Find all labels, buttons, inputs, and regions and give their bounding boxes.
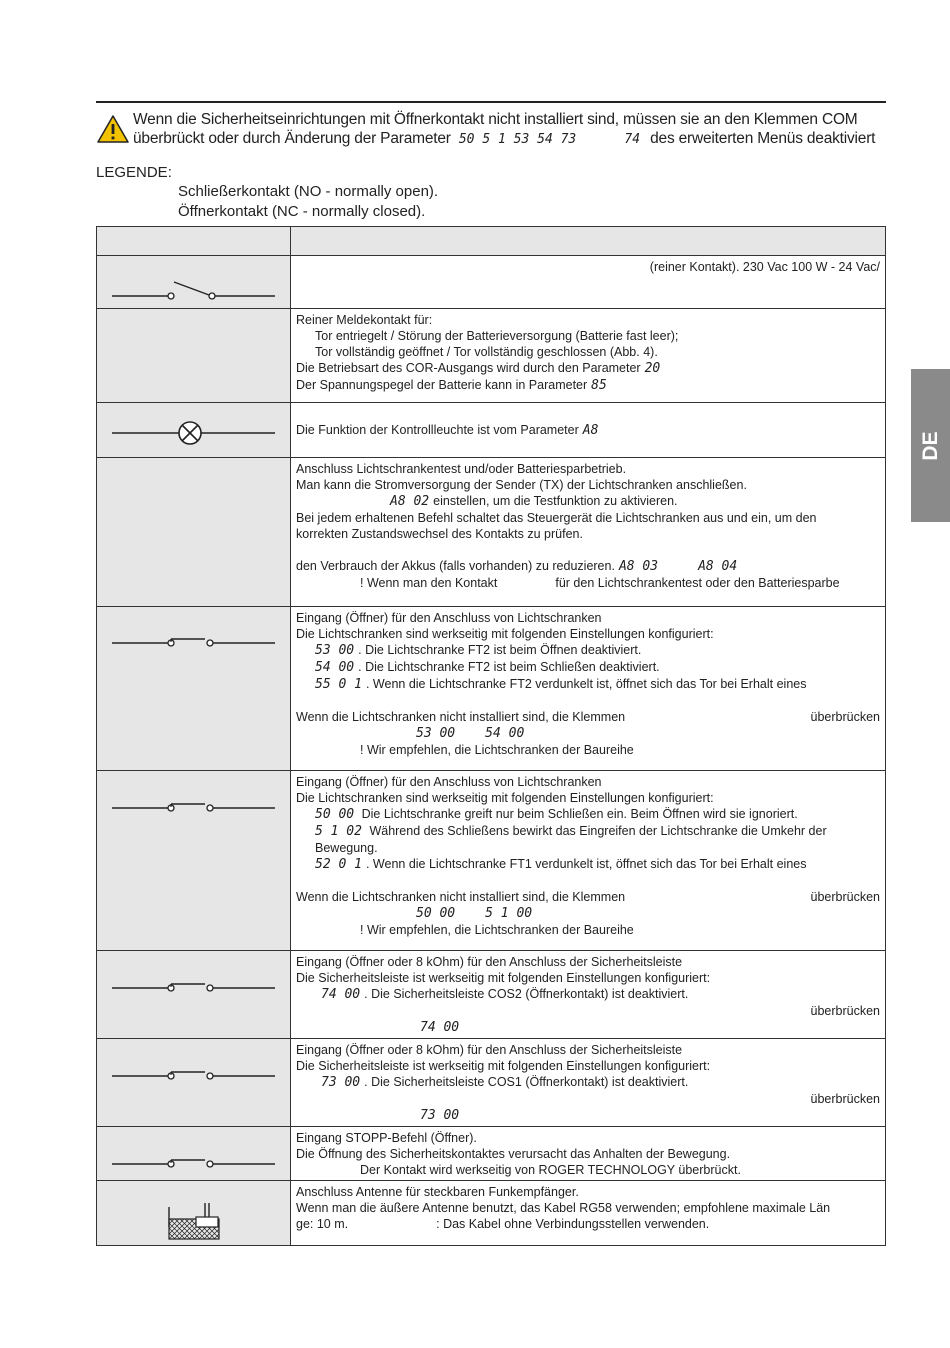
nc-contact-icon bbox=[97, 607, 290, 663]
description-line: den Verbrauch der Akkus (falls vorhanden) zu reduzieren. A8 03 A8 04 bbox=[296, 559, 738, 574]
antenna-icon bbox=[97, 1181, 290, 1246]
description-cell bbox=[291, 1127, 886, 1181]
table-row bbox=[97, 458, 886, 607]
description-line: Eingang (Öffner) für den Anschluss von Lichtschranken bbox=[296, 611, 602, 625]
nc-contact-icon bbox=[97, 771, 290, 828]
description-line: Bei jedem erhaltenen Befehl schaltet das Steuergerät die Lichtschranken aus und ein, um den bbox=[296, 511, 817, 525]
description-line bbox=[296, 542, 880, 558]
table-row bbox=[97, 1181, 886, 1246]
description-line: (reiner Kontakt). 230 Vac 100 W - 24 Vac/ bbox=[649, 260, 880, 274]
description-line: 50 00 5 1 00 bbox=[416, 906, 533, 921]
language-tab: DE bbox=[911, 369, 950, 522]
symbol-cell bbox=[97, 607, 291, 771]
description-line: Bewegung. bbox=[315, 841, 378, 855]
description-cell bbox=[291, 771, 886, 951]
description-line: ! Wir empfehlen, die Lichtschranken der Baureihe bbox=[360, 923, 634, 937]
symbol-cell bbox=[97, 1039, 291, 1127]
description-line: Man kann die Stromversorgung der Sender (TX) der Lichtschranken anschließen. bbox=[296, 478, 747, 492]
no-contact-icon bbox=[97, 256, 290, 316]
table-row bbox=[97, 309, 886, 403]
description-line: überbrücken bbox=[810, 1004, 880, 1018]
warning-text bbox=[133, 110, 887, 149]
warning-line-2: überbrückt oder durch Änderung der Parameter 50 5 1 53 54 73 74 des erweiterten Menüs deaktiviert bbox=[133, 130, 876, 147]
description-line: 73 00 . Die Sicherheitsleiste COS1 (Öffnerkontakt) ist deaktiviert. bbox=[321, 1075, 689, 1090]
nc-contact-icon bbox=[97, 1039, 290, 1096]
description-line: ge: 10 m. : Das Kabel ohne Verbindungsstellen verwenden. bbox=[296, 1217, 710, 1231]
description-line: 50 00 Die Lichtschranke greift nur beim Schließen ein. Beim Öffnen wird sie ignoriert. bbox=[315, 807, 798, 822]
header-cell-description bbox=[291, 227, 886, 256]
description-line: 5 1 02 Während des Schließens bewirkt das Eingreifen der Lichtschranke die Umkehr der bbox=[315, 824, 827, 839]
description-line: Eingang STOPP-Befehl (Öffner). bbox=[296, 1131, 477, 1145]
description-line: 74 00 . Die Sicherheitsleiste COS2 (Öffnerkontakt) ist deaktiviert. bbox=[321, 987, 689, 1002]
description-line: Die Öffnung des Sicherheitskontaktes verursacht das Anhalten der Bewegung. bbox=[296, 1147, 731, 1161]
table-row bbox=[97, 771, 886, 951]
description-line bbox=[296, 873, 880, 889]
table-row bbox=[97, 951, 886, 1039]
description-line: überbrücken bbox=[810, 1092, 880, 1106]
symbol-cell bbox=[97, 309, 291, 403]
symbol-cell bbox=[97, 771, 291, 951]
nc-contact-icon bbox=[97, 951, 290, 1008]
symbol-cell bbox=[97, 951, 291, 1039]
description-line: A8 02 einstellen, um die Testfunktion zu aktivieren. bbox=[390, 494, 678, 509]
table-row bbox=[97, 1127, 886, 1181]
description-line: Wenn die Lichtschranken nicht installiert sind, die Klemmen überbrücken bbox=[296, 890, 880, 904]
symbol-cell bbox=[97, 256, 291, 309]
warning-line-1: Wenn die Sicherheitseinrichtungen mit Öffnerkontakt nicht installiert sind, müssen sie an den Klemmen COM bbox=[133, 111, 858, 128]
description-line: korrekten Zustandswechsel des Kontakts zu prüfen. bbox=[296, 527, 583, 541]
description-line: 53 00 . Die Lichtschranke FT2 ist beim Öffnen deaktiviert. bbox=[315, 643, 642, 658]
description-cell bbox=[291, 309, 886, 403]
description-line: Die Lichtschranken sind werkseitig mit folgenden Einstellungen konfiguriert: bbox=[296, 627, 714, 641]
description-cell bbox=[291, 403, 886, 458]
description-cell bbox=[291, 951, 886, 1039]
description-line: Die Funktion der Kontrollleuchte ist vom Parameter A8 bbox=[296, 423, 599, 438]
description-line: Der Kontakt wird werkseitig von ROGER TECHNOLOGY überbrückt. bbox=[360, 1163, 741, 1177]
table-row bbox=[97, 1039, 886, 1127]
top-rule bbox=[96, 101, 886, 103]
legend-no: Schließerkontakt (NO - normally open). bbox=[178, 183, 439, 200]
description-line: Wenn die Lichtschranken nicht installiert sind, die Klemmen überbrücken bbox=[296, 710, 880, 724]
table-row bbox=[97, 403, 886, 458]
legend-nc: Öffnerkontakt (NC - normally closed). bbox=[178, 203, 426, 220]
description-line: Wenn man die äußere Antenne benutzt, das Kabel RG58 verwenden; empfohlene maximale Län bbox=[296, 1201, 831, 1215]
symbol-cell bbox=[97, 1127, 291, 1181]
description-line: Reiner Meldekontakt für: bbox=[296, 313, 433, 327]
header-cell-symbol bbox=[97, 227, 291, 256]
warning-icon bbox=[97, 114, 129, 144]
description-line: Die Sicherheitsleiste ist werkseitig mit folgenden Einstellungen konfiguriert: bbox=[296, 1059, 711, 1073]
symbol-cell bbox=[97, 1181, 291, 1246]
description-line: 54 00 . Die Lichtschranke FT2 ist beim Schließen deaktiviert. bbox=[315, 660, 660, 675]
description-line: Anschluss Antenne für steckbaren Funkempfänger. bbox=[296, 1185, 579, 1199]
nc-contact-icon bbox=[97, 1127, 290, 1184]
description-line: Tor vollständig geöffnet / Tor vollständig geschlossen (Abb. 4). bbox=[315, 345, 658, 359]
description-line: Die Lichtschranken sind werkseitig mit folgenden Einstellungen konfiguriert: bbox=[296, 791, 714, 805]
symbol-cell bbox=[97, 403, 291, 458]
description-line: Eingang (Öffner oder 8 kOhm) für den Anschluss der Sicherheitsleiste bbox=[296, 1043, 683, 1057]
description-line bbox=[296, 693, 880, 709]
description-line: Eingang (Öffner) für den Anschluss von Lichtschranken bbox=[296, 775, 602, 789]
description-line: ! Wir empfehlen, die Lichtschranken der Baureihe bbox=[360, 743, 634, 757]
description-line: Eingang (Öffner oder 8 kOhm) für den Anschluss der Sicherheitsleiste bbox=[296, 955, 683, 969]
description-line bbox=[296, 406, 880, 422]
lamp-icon bbox=[97, 403, 290, 453]
description-line: 53 00 54 00 bbox=[416, 726, 525, 741]
description-line: Die Betriebsart des COR-Ausgangs wird durch den Parameter 20 bbox=[296, 361, 661, 376]
description-cell bbox=[291, 1181, 886, 1246]
table-row bbox=[97, 256, 886, 309]
description-cell bbox=[291, 607, 886, 771]
description-line: Anschluss Lichtschrankentest und/oder Batteriesparbetrieb. bbox=[296, 462, 627, 476]
description-line: ! Wenn man den Kontakt für den Lichtschrankentest oder den Batteriesparbe bbox=[360, 576, 840, 590]
description-cell bbox=[291, 256, 886, 309]
terminal-table bbox=[96, 226, 886, 1246]
description-line: 52 0 1 . Wenn die Lichtschranke FT1 verdunkelt ist, öffnet sich das Tor bei Erhalt eines bbox=[315, 857, 807, 872]
description-line: 74 00 bbox=[420, 1020, 460, 1035]
description-line: 73 00 bbox=[420, 1108, 460, 1123]
table-header-row bbox=[97, 227, 886, 256]
description-line: Tor entriegelt / Störung der Batterieversorgung (Batterie fast leer); bbox=[315, 329, 679, 343]
description-line: 55 0 1 . Wenn die Lichtschranke FT2 verdunkelt ist, öffnet sich das Tor bei Erhalt eines bbox=[315, 677, 807, 692]
description-cell bbox=[291, 458, 886, 607]
description-line: Die Sicherheitsleiste ist werkseitig mit folgenden Einstellungen konfiguriert: bbox=[296, 971, 711, 985]
symbol-cell bbox=[97, 458, 291, 607]
legend-title: LEGENDE: bbox=[96, 164, 172, 181]
table-row bbox=[97, 607, 886, 771]
description-cell bbox=[291, 1039, 886, 1127]
description-line: Der Spannungspegel der Batterie kann in Parameter 85 bbox=[296, 378, 607, 393]
